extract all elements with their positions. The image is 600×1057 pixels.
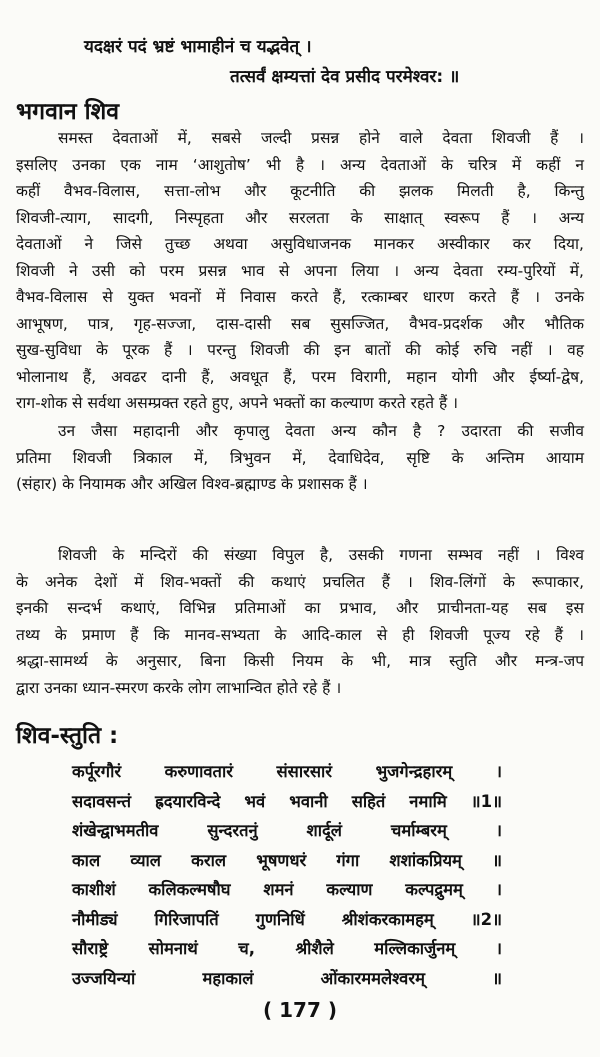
paragraph-line: राग-शोक से सर्वथा असम्प्रक्त रहते हुए, अपने भक्तों का कल्याण करते रहते हैं । (16, 394, 459, 412)
paragraph-line: समस्त देवताओं में, सबसे जल्दी प्रसन्न होने वाले देवता शिवजी हैं । (58, 129, 584, 147)
stuti-line: सदावसन्तं ह्रदयारविन्दे भवं भवानी सहितं नमामि ॥1॥ (72, 791, 502, 811)
paragraph-line: शिवजी के मन्दिरों की संख्या विपुल है, उसकी गणना सम्भव नहीं । विश्व (58, 546, 584, 564)
stuti-verses (72, 757, 502, 993)
paragraph-line: वैभव-विलास से युक्त भवनों में निवास करते हैं, रत्काम्बर धारण करते हैं । उनके (16, 288, 584, 306)
paragraph-line: शिवजी ने उसी को परम प्रसन्न भाव से अपना लिया । अन्य देवता रम्य-पुरियों में, (16, 261, 584, 280)
paragraph-line: इसलिए उनका एक नाम ‘आशुतोष’ भी है । अन्य देवताओं के चरित्र में कहीं न (16, 155, 584, 174)
paragraph-line: देवताओं ने जिसे तुच्छ अथवा असुविधाजनक मानकर अस्वीकार कर दिया, (16, 235, 584, 253)
stuti-line: काल व्याल कराल भूषणधरं गंगा शशांकप्रियम् ॥ (72, 850, 502, 870)
paragraph-line: भोलानाथ हैं, अवढर दानी हैं, अवधूत हैं, परम विरागी, महान योगी और ईर्ष्या-द्वेष, (16, 367, 584, 386)
paragraph-line: के अनेक देशों में शिव-भक्तों की कथाएं प्रचलित हैं । शिव-लिंगों के रूपाकार, (16, 572, 584, 591)
page-number: ( 177 ) (263, 998, 337, 1022)
opening-verse-line-2: तत्सर्वं क्षम्यत्तां देव प्रसीद परमेश्वर: ॥ (230, 67, 460, 87)
stuti-line: नौमीड्यं गिरिजापतिं गुणनिधिं श्रीशंकरकामहम् ॥2॥ (72, 909, 502, 929)
paragraph-2 (16, 418, 584, 498)
stuti-line: शंखेन्द्वाभमतीव सुन्दरतनुं शार्दूलं चर्माम्बरम् । (72, 821, 502, 840)
paragraph-line: श्रद्धा-सामर्थ्य के अनुसार, बिना किसी नियम के भी, मात्र स्तुति और मन्त्र-जप (16, 652, 584, 670)
stuti-line: सौराष्ट्रे सोमनाथं च, श्रीशैले मल्लिकार्जुनम् । (72, 939, 502, 958)
stuti-line: कर्पूरगौरं करुणावतारं संसारसारं भुजगेन्द्रहारम् । (72, 762, 502, 781)
paragraph-line: (संहार) के नियामक और अखिल विश्व-ब्रह्माण्ड के प्रशासक हैं । (16, 475, 368, 493)
paragraph-line: इनकी सन्दर्भ कथाएं, विभिन्न प्रतिमाओं का प्रभाव, और प्राचीनता-यह सब इस (16, 599, 584, 617)
paragraph-line: तथ्य के प्रमाण हैं कि मानव-सभ्यता के आदि-काल से ही शिवजी पूज्य रहे हैं । (16, 625, 584, 644)
opening-verse-line-1: यदक्षरं पदं भ्रष्टं भामाहीनं च यद्भवेत् । (84, 37, 312, 57)
section-heading: भगवान शिव (16, 99, 120, 125)
paragraph-line: शिवजी-त्याग, सादगी, निस्पृहता और सरलता के साक्षात् स्वरूप हैं । अन्य (16, 208, 584, 227)
stuti-heading: शिव-स्तुति : (16, 723, 119, 749)
paragraph-line: आभूषण, पात्र, गृह-सज्जा, दास-दासी सब सुसज्जित, वैभव-प्रदर्शक और भौतिक (16, 314, 584, 333)
paragraph-1 (16, 125, 584, 417)
stuti-line: काशीशं कलिकल्मषौघ शमनं कल्याण कल्पद्रुमम् । (72, 880, 502, 899)
paragraph-line: द्वारा उनका ध्यान-स्मरण करके लोग लाभान्वित होते रहे हैं । (16, 678, 342, 697)
paragraph-line: कहीं वैभव-विलास, सत्ता-लोभ और कूटनीति की झलक मिलती है, किन्तु (16, 182, 584, 200)
stuti-line: उज्जयिन्यां महाकालं ओंकारममलेश्वरम् ॥ (72, 968, 502, 988)
paragraph-line: सुख-सुविधा के पूरक हैं । परन्तु शिवजी की इन बातों की कोई रुचि नहीं । वह (16, 341, 584, 359)
paragraph-line: उन जैसा महादानी और कृपालु देवता अन्य कौन है ? उदारता की सजीव (58, 422, 584, 440)
paragraph-3 (16, 542, 584, 701)
paragraph-line: प्रतिमा शिवजी त्रिकाल में, त्रिभुवन में, देवाधिदेव, सृष्टि के अन्तिम आयाम (16, 448, 584, 467)
